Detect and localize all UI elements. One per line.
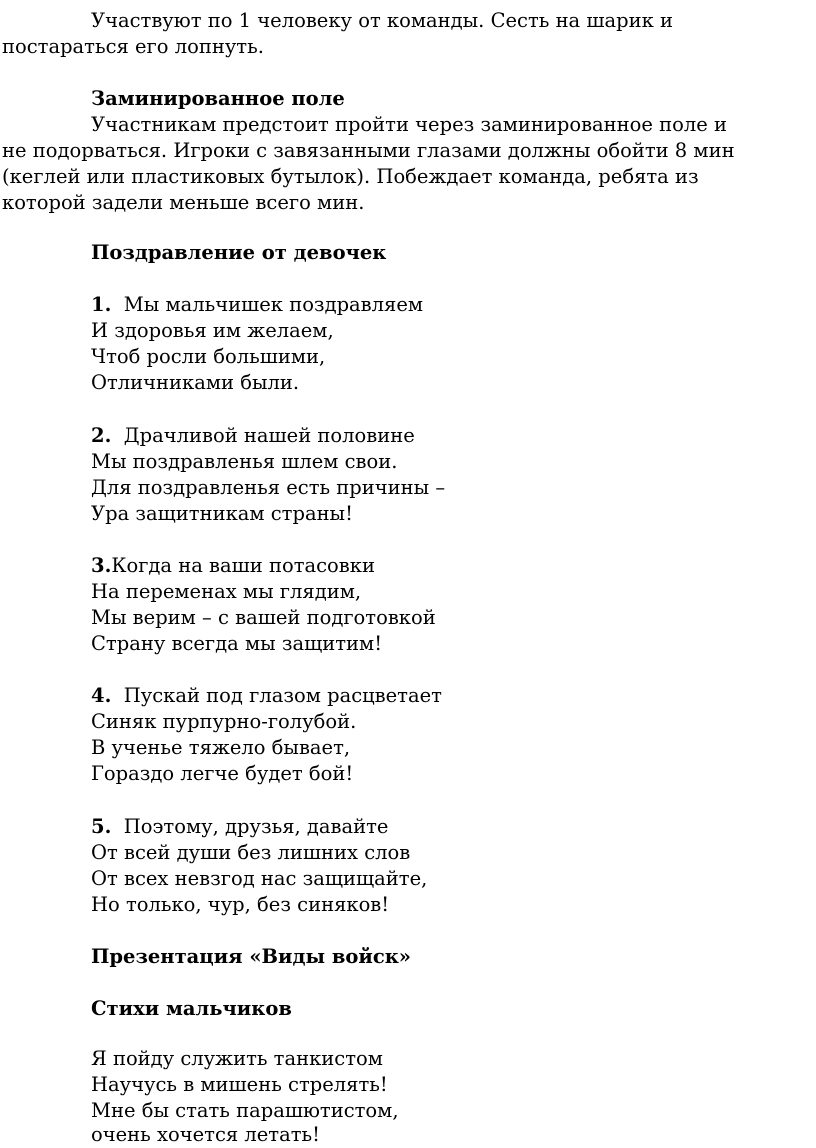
verse-2-line-1 xyxy=(91,423,415,449)
verse-3-number: 3. xyxy=(91,554,112,577)
intro-line-1: Участвуют по 1 человеку от команды. Сесть на шарик и xyxy=(91,9,674,32)
verse-4-number: 4. xyxy=(91,684,112,707)
verse-3-line-2: На переменах мы глядим, xyxy=(91,580,362,603)
verse-4-line-4: Гораздо легче будет бой! xyxy=(91,762,354,785)
verse-4-first-line: Пускай под глазом расцветает xyxy=(123,684,442,707)
boys-poem-line-3: Мне бы стать парашютистом, xyxy=(91,1099,399,1122)
boys-poem-line-2: Научусь в мишень стрелять! xyxy=(91,1073,388,1096)
verse-1-number: 1. xyxy=(91,293,112,316)
verse-1-line-3: Чтоб росли большими, xyxy=(91,345,326,368)
verse-3-first-line: Когда на ваши потасовки xyxy=(111,554,375,577)
verse-5-line-1 xyxy=(91,814,388,840)
verse-5-line-2: От всей души без лишних слов xyxy=(91,841,411,864)
verse-2-first-line: Драчливой нашей половине xyxy=(123,424,415,447)
minefield-heading: Заминированное поле xyxy=(91,87,345,110)
boys-poem-line-4: очень хочется летать! xyxy=(91,1123,320,1146)
minefield-line-1: Участникам предстоит пройти через заминированное поле и xyxy=(91,113,728,136)
verse-3-line-4: Страну всегда мы защитим! xyxy=(91,632,383,655)
minefield-line-3: (кеглей или пластиковых бутылок). Побеждает команда, ребята из xyxy=(2,165,699,188)
verse-3-line-1 xyxy=(91,553,375,579)
verse-2-line-4: Ура защитникам страны! xyxy=(91,502,353,525)
boys-poem-line-1: Я пойду служить танкистом xyxy=(91,1047,383,1070)
verse-1-line-1 xyxy=(91,292,423,318)
verse-5-line-4: Но только, чур, без синяков! xyxy=(91,893,390,916)
verse-1-line-2: И здоровья им желаем, xyxy=(91,319,334,342)
verse-5-line-3: От всех невзгод нас защищайте, xyxy=(91,867,428,890)
verse-5-number: 5. xyxy=(91,815,112,838)
boys-poems-heading: Стихи мальчиков xyxy=(91,997,292,1020)
presentation-heading: Презентация «Виды войск» xyxy=(91,945,411,968)
minefield-line-2: не подорваться. Игроки с завязанными глазами должны обойти 8 мин xyxy=(2,139,735,162)
verse-4-line-1 xyxy=(91,683,442,709)
verse-4-line-2: Синяк пурпурно-голубой. xyxy=(91,710,357,733)
verse-4-line-3: В ученье тяжело бывает, xyxy=(91,736,351,759)
verse-3-line-3: Мы верим – с вашей подготовкой xyxy=(91,606,436,629)
verse-5-first-line: Поэтому, друзья, давайте xyxy=(123,815,389,838)
girls-greeting-heading: Поздравление от девочек xyxy=(91,241,387,264)
intro-line-2: постараться его лопнуть. xyxy=(2,35,264,58)
verse-1-line-4: Отличниками были. xyxy=(91,371,300,394)
minefield-line-4: которой задели меньше всего мин. xyxy=(2,191,365,214)
verse-2-line-3: Для поздравленья есть причины – xyxy=(91,476,446,499)
verse-1-first-line: Мы мальчишек поздравляем xyxy=(123,293,424,316)
verse-2-line-2: Мы поздравленья шлем свои. xyxy=(91,450,398,473)
verse-2-number: 2. xyxy=(91,424,112,447)
